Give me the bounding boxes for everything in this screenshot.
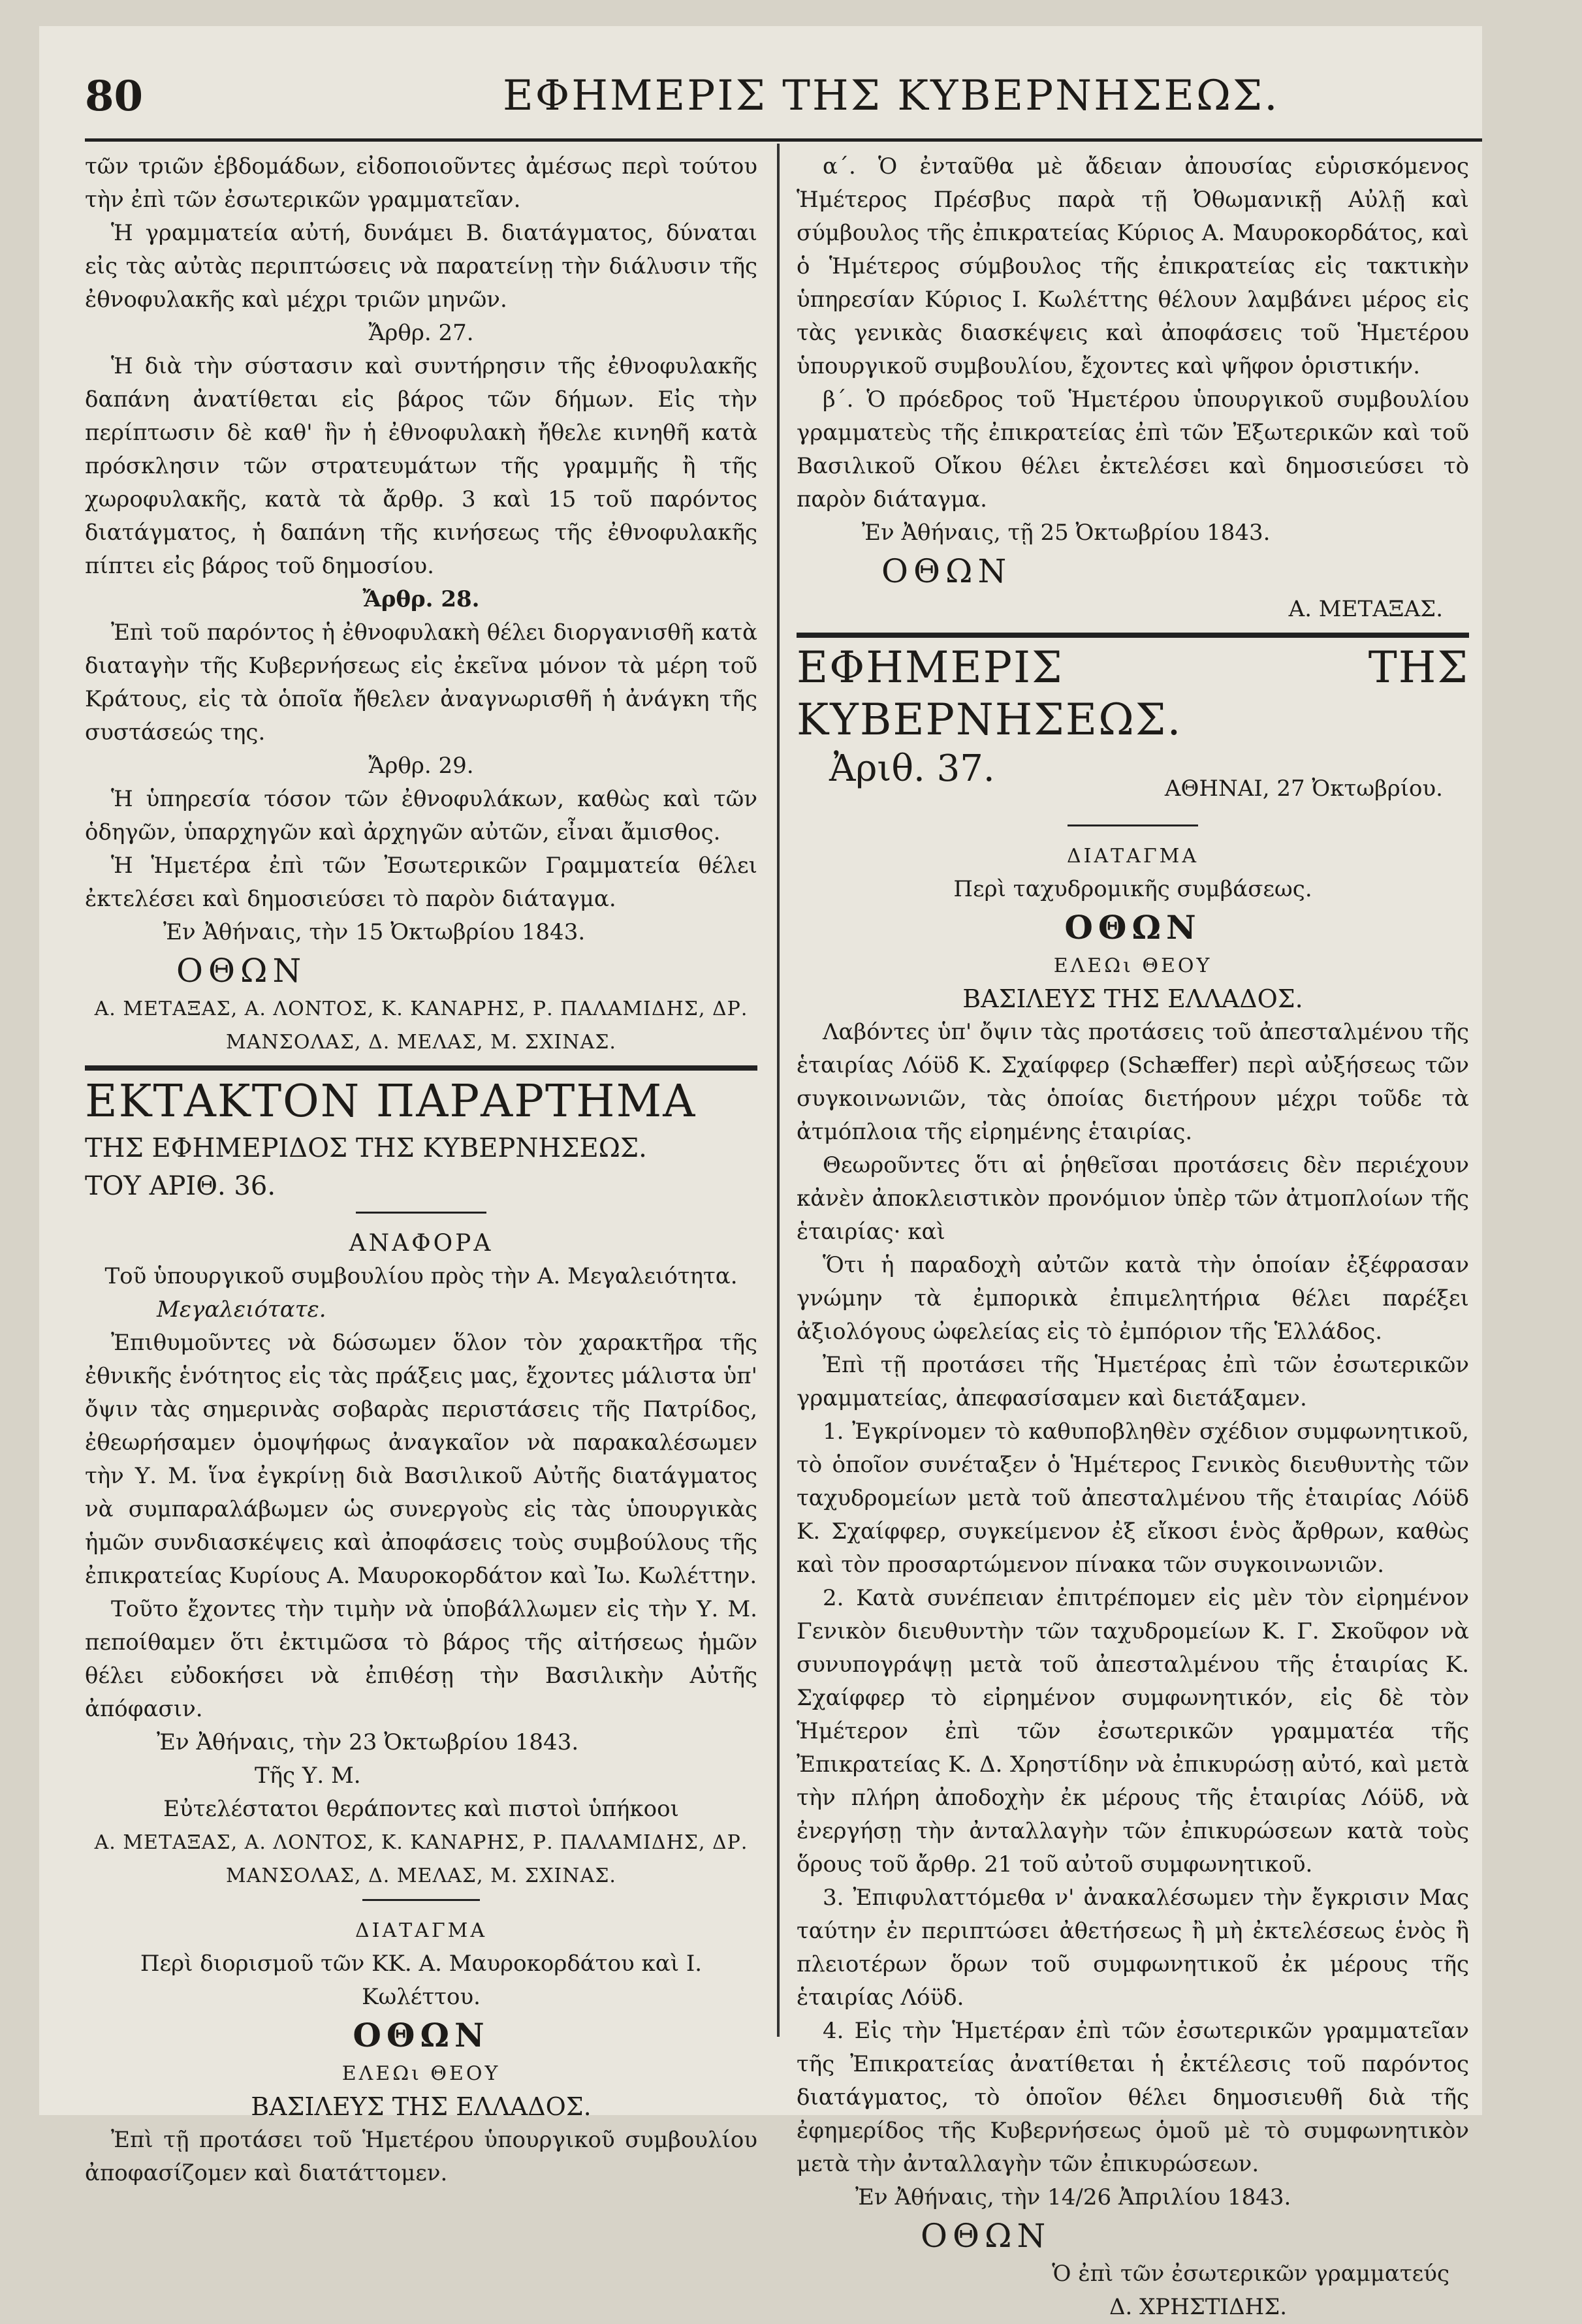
signer-title: Ὁ ἐπὶ τῶν ἐσωτερικῶν γραμματεύς xyxy=(1052,2261,1449,2287)
paragraph: 4. Εἰς τὴν Ἡμετέραν ἐπὶ τῶν ἐσωτερικῶν γραμματεῖαν τῆς Ἐπικρατείας ἀνατίθεται ἡ ἐκτέλεσις τοῦ παρόντος διατάγματος, τὸ ὁποῖον θέλει δημοσιευθῆ διὰ τῆς ἐφημερίδος τῆς Κυβερνήσεως ὁμοῦ μὲ τὸ συμφωνητικὸν μετὰ τὴν ἀνταλλαγὴν τῶν ἐπικυρώσεων. xyxy=(797,2018,1469,2177)
paragraph: 2. Κατὰ συνέπειαν ἐπιτρέπομεν εἰς μὲν τὸν εἰρημένον Γενικὸν διευθυντὴν τῶν ταχυδρομείων Κ. Γ. Σκοῦφον νὰ συνυπογράψῃ μετὰ τοῦ ἀπεσταλμένου τῆς ἑταιρίας Κ. Σχαίφφερ τὸ εἰρημένον συμφωνητικόν, εἰς δὲ τὸν Ἡμέτερον ἐπὶ τῶν ἐσωτερικῶν γραμματέα τῆς Ἐπικρατείας Κ. Δ. Χρηστίδην νὰ ἐπικυρώσῃ αὐτό, καὶ μετὰ τὴν πλήρη ἀποδοχὴν ἐκ μέρους τῆς ἑταιρίας Λόϋδ, νὰ ἐνεργήσῃ τὴν ἀνταλλαγὴν τῶν ἐπικυρώσεων κατὰ τοὺς ὅρους τοῦ ἄρθρ. 21 τοῦ αὐτοῦ συμφωνητικοῦ. xyxy=(797,1585,1469,1877)
paragraph: Ἐπὶ τῇ προτάσει τῆς Ἡμετέρας ἐπὶ τῶν ἐσωτερικῶν γραμματείας, ἀπεφασίσαμεν καὶ διετάξαμεν. xyxy=(797,1352,1469,1411)
place-date: ΑΘΗΝΑΙ, 27 Ὀκτωβρίου. xyxy=(1164,776,1443,802)
article-heading: Ἄρθρ. 28. xyxy=(362,586,480,612)
paragraph: Θεωροῦντες ὅτι αἱ ῥηθεῖσαι προτάσεις δὲν περιέχουν κἀνὲν ἀποκλειστικὸν προνόμιον ὑπὲρ τῶν ἀτμοπλοίων τῆς ἑταιρίας· καὶ xyxy=(797,1152,1469,1245)
countersignature: Α. ΜΕΤΑΞΑΣ. xyxy=(1288,596,1443,622)
newspaper-page xyxy=(39,26,1482,2320)
page-number: 80 xyxy=(85,72,144,121)
paragraph: Ἡ Ἡμετέρα ἐπὶ τῶν Ἐσωτερικῶν Γραμματεία θέλει ἐκτελέσει καὶ δημοσιεύσει τὸ παρὸν διάταγμα. xyxy=(85,853,757,912)
article-heading: Ἄρθρ. 27. xyxy=(368,320,474,346)
grace-of-god: ΕΛΕΩι ΘΕΟΥ xyxy=(1053,954,1212,977)
decree-heading: ΔΙΑΤΑΓΜΑ xyxy=(1066,845,1199,868)
short-rule xyxy=(356,1212,486,1214)
signature-othon: ΟΘΩΝ xyxy=(176,952,307,990)
running-title: ΕΦΗΜΕΡΙΣ ΤΗΣ ΚΥΒΕΡΝΗΣΕΩΣ. xyxy=(503,72,1280,120)
paragraph: 3. Ἐπιφυλαττόμεθα ν' ἀνακαλέσωμεν τὴν ἔγκρισιν Μας ταύτην ἐν περιπτώσει ἀθετήσεως ἢ μὴ ἐκτελέσεως ἑνὸς ἢ πλειοτέρων ὅρων τοῦ συμφωνητικοῦ ἐκ μέρους τῆς ἑταιρίας Λόϋδ. xyxy=(797,1885,1469,2011)
signatories: Α. ΜΕΤΑΞΑΣ, Α. ΛΟΝΤΟΣ, Κ. ΚΑΝΑΡΗΣ, Ρ. ΠΑΛΑΜΙΔΗΣ, ΔΡ. ΜΑΝΣΟΛΑΣ, Δ. ΜΕΛΑΣ, Μ. ΣΧΙΝΑΣ. xyxy=(94,997,748,1054)
short-rule xyxy=(1068,824,1198,826)
issue-line xyxy=(797,746,1469,805)
signer-name: Δ. ΧΡΗΣΤΙΔΗΣ. xyxy=(1109,2294,1288,2320)
supplement-title: ΕΚΤΑΚΤΟΝ ΠΑΡΑΡΤΗΜΑ xyxy=(85,1076,697,1127)
paragraph: Λαβόντες ὑπ' ὄψιν τὰς προτάσεις τοῦ ἀπεσταλμένου τῆς ἑταιρίας Λόϋδ Κ. Σχαίφφερ (Schæffer) περὶ αὐξήσεως τῶν συγκοινωνιῶν, τὰς ὁποίας διετήρουν μέχρι τοῦδε τὰ ἀτμόπλοια τῆς εἰρημένης ἑταιρίας. xyxy=(797,1019,1469,1145)
left-column xyxy=(85,150,757,2190)
paragraph: Ἡ γραμματεία αὐτή, δυνάμει Β. διατάγματος, δύναται εἰς τὰς αὐτὰς περιπτώσεις νὰ παρατείνῃ τὴν διάλυσιν τῆς ἐθνοφυλακῆς καὶ μέχρι τριῶν μηνῶν. xyxy=(85,220,757,313)
report-closing: Τῆς Υ. Μ. xyxy=(255,1763,361,1789)
decree-subheading: Περὶ διορισμοῦ τῶν ΚΚ. Α. Μαυροκορδάτου καὶ Ι. Κωλέττου. xyxy=(140,1951,703,2010)
section-rule xyxy=(85,1065,757,1071)
right-column xyxy=(797,150,1469,2324)
report-heading: ΑΝΑΦΟΡΑ xyxy=(349,1230,494,1257)
paragraph: Ὅτι ἡ παραδοχὴ αὐτῶν κατὰ τὴν ὁποίαν ἐξέφρασαν γνώμην τὰ ἐμπορικὰ ἐπιμελητήρια θέλει παρέξει ἀξιολόγους ὠφελείας εἰς τὸ ἐμπόριον τῆς Ἑλλάδος. xyxy=(797,1252,1469,1345)
short-rule xyxy=(362,1899,480,1901)
paragraph: Ἡ ὑπηρεσία τόσον τῶν ἐθνοφυλάκων, καθὼς καὶ τῶν ὁδηγῶν, ὑπαρχηγῶν καὶ ἀρχηγῶν αὐτῶν, εἶναι ἄμισθος. xyxy=(85,786,757,845)
section-rule xyxy=(797,633,1469,638)
column-divider xyxy=(777,144,780,2037)
paragraph: Ἐπὶ τῇ προτάσει τοῦ Ἡμετέρου ὑπουργικοῦ συμβουλίου ἀποφασίζομεν καὶ διατάττομεν. xyxy=(85,2127,757,2186)
signatories: Α. ΜΕΤΑΞΑΣ, Α. ΛΟΝΤΟΣ, Κ. ΚΑΝΑΡΗΣ, Ρ. ΠΑΛΑΜΙΔΗΣ, ΔΡ. ΜΑΝΣΟΛΑΣ, Δ. ΜΕΛΑΣ, Μ. ΣΧΙΝΑΣ. xyxy=(94,1831,748,1887)
report-subheading: Τοῦ ὑπουργικοῦ συμβουλίου πρὸς τὴν Α. Μεγαλειότητα. xyxy=(104,1263,738,1289)
paragraph: β΄. Ὁ πρόεδρος τοῦ Ἡμετέρου ὑπουργικοῦ συμβουλίου γραμματεὺς τῆς ἐπικρατείας ἐπὶ τῶν Ἐξωτερικῶν καὶ τοῦ Βασιλικοῦ Οἴκου θέλει ἐκτελέσει καὶ δημοσιεύσει τὸ παρὸν διάταγμα. xyxy=(797,386,1469,512)
paragraph: Ἐπὶ τοῦ παρόντος ἡ ἐθνοφυλακὴ θέλει διοργανισθῆ κατὰ διαταγὴν τῆς Κυβερνήσεως εἰς ἐκεῖνα μόνον τὰ μέρη τοῦ Κράτους, εἰς τὰ ὁποῖα ἤθελεν ἀναγνωρισθῆ ἡ ἀνάγκη τῆς συστάσεώς της. xyxy=(85,620,757,746)
decree-date: Ἐν Ἀθήναις, τῇ 25 Ὀκτωβρίου 1843. xyxy=(862,520,1271,546)
gazette-masthead: ΕΦΗΜΕΡΙΣ ΤΗΣ ΚΥΒΕΡΝΗΣΕΩΣ. xyxy=(797,642,1469,745)
king-name: ΟΘΩΝ xyxy=(1064,908,1201,947)
paragraph: τῶν τριῶν ἑβδομάδων, εἰδοποιοῦντες ἀμέσως περὶ τούτου τὴν ἐπὶ τῶν ἐσωτερικῶν γραμματεῖαν. xyxy=(85,153,757,213)
report-date: Ἐν Ἀθήναις, τὴν 23 Ὀκτωβρίου 1843. xyxy=(157,1729,579,1755)
page-header xyxy=(85,72,1482,144)
grace-of-god: ΕΛΕΩι ΘΕΟΥ xyxy=(341,2062,501,2085)
paragraph: Ἐπιθυμοῦντες νὰ δώσωμεν ὅλον τὸν χαρακτῆρα τῆς ἐθνικῆς ἑνότητος εἰς τὰς πράξεις μας, ἔχοντες μάλιστα ὑπ' ὄψιν τὰς σημερινὰς σοβαρὰς περιστάσεις τῆς Πατρίδος, ἐθεωρήσαμεν ὁμοψήφως ἀναγκαῖον νὰ παρακαλέσωμεν τὴν Υ. Μ. ἵνα ἐγκρίνῃ διὰ Βασιλικοῦ Αὐτῆς διατάγματος νὰ συμπαραλάβωμεν ὡς συνεργοὺς εἰς τὰς ὑπουργικὰς ἡμῶν συνδιασκέψεις καὶ ἀποφάσεις τοὺς συμβούλους τῆς ἐπικρατείας Κυρίους Α. Μαυροκορδάτον καὶ Ἰω. Κωλέττην. xyxy=(85,1330,757,1589)
signature-othon: ΟΘΩΝ xyxy=(881,552,1012,590)
signature-othon: ΟΘΩΝ xyxy=(921,2217,1051,2255)
king-name: ΟΘΩΝ xyxy=(353,2016,490,2054)
king-title: ΒΑΣΙΛΕΥΣ ΤΗΣ ΕΛΛΑΔΟΣ. xyxy=(251,2092,592,2121)
paragraph: Ἡ διὰ τὴν σύστασιν καὶ συντήρησιν τῆς ἐθνοφυλακῆς δαπάνη ἀνατίθεται εἰς βάρος τῶν δήμων. Εἰς τὴν περίπτωσιν δὲ καθ' ἣν ἡ ἐθνοφυλακὴ ἤθελε κινηθῆ κατὰ πρόσκλησιν τῶν στρατευμάτων τῆς γραμμῆς ἢ τῆς χωροφυλακῆς, κατὰ τὰ ἄρθρ. 3 καὶ 15 τοῦ παρόντος διατάγματος, ἡ δαπάνη τῆς κινήσεως τῆς ἐθνοφυλακῆς πίπτει εἰς βάρος τοῦ δημοσίου. xyxy=(85,353,757,579)
paragraph: α΄. Ὁ ἐνταῦθα μὲ ἄδειαν ἀπουσίας εὑρισκόμενος Ἡμέτερος Πρέσβυς παρὰ τῇ Ὀθωμανικῇ Αὐλῇ καὶ σύμβουλος τῆς ἐπικρατείας Κύριος Α. Μαυροκορδάτος, καὶ ὁ Ἡμέτερος σύμβουλος τῆς ἐπικρατείας εἰς τακτικὴν ὑπηρεσίαν Κύριος Ι. Κωλέττης θέλουν λαμβάνει μέρος εἰς τὰς γενικὰς διασκέψεις καὶ ἀποφάσεις τοῦ Ἡμετέρου ὑπουργικοῦ συμβουλίου, ἔχοντες καὶ ψῆφον ὁριστικήν. xyxy=(797,153,1469,379)
supplement-number: ΤΟΥ ΑΡΙΘ. 36. xyxy=(85,1171,276,1201)
paragraph: Τοῦτο ἔχοντες τὴν τιμὴν νὰ ὑποβάλλωμεν εἰς τὴν Υ. Μ. πεποίθαμεν ὅτι ἐκτιμῶσα τὸ βάρος τῆς αἰτήσεως ἡμῶν θέλει εὐδοκήσει νὰ ἐπιθέσῃ τὴν Βασιλικὴν Αὐτῆς ἀπόφασιν. xyxy=(85,1596,757,1722)
article-heading: Ἄρθρ. 29. xyxy=(368,753,474,779)
decree-subheading: Περὶ ταχυδρομικῆς συμβάσεως. xyxy=(953,876,1312,902)
supplement-subtitle: ΤΗΣ ΕΦΗΜΕΡΙΔΟΣ ΤΗΣ ΚΥΒΕΡΝΗΣΕΩΣ. xyxy=(85,1133,647,1163)
paragraph: 1. Ἐγκρίνομεν τὸ καθυποβληθὲν σχέδιον συμφωνητικοῦ, τὸ ὁποῖον συνέταξεν ὁ Ἡμέτερος Γενικὸς διευθυντὴς τῶν ταχυδρομείων μετὰ τοῦ ἀπεσταλμένου τῆς ἑταιρίας Λόϋδ Κ. Σχαίφφερ, συγκείμενον ἐξ εἴκοσι ἑνὸς ἄρθρων, καθὼς καὶ τὸν προσαρτώμενον πίνακα τῶν συγκοινωνιῶν. xyxy=(797,1419,1469,1578)
header-rule xyxy=(85,138,1482,142)
issue-number: Ἀριθ. 37. xyxy=(829,747,995,790)
decree-date: Ἐν Ἀθήναις, τὴν 15 Ὀκτωβρίου 1843. xyxy=(163,919,586,945)
decree-date: Ἐν Ἀθήναις, τὴν 14/26 Ἀπριλίου 1843. xyxy=(855,2184,1291,2210)
salutation: Μεγαλειότατε. xyxy=(157,1296,326,1323)
report-closing-formula: Εὐτελέστατοι θεράποντες καὶ πιστοὶ ὑπήκοοι xyxy=(163,1796,679,1822)
king-title: ΒΑΣΙΛΕΥΣ ΤΗΣ ΕΛΛΑΔΟΣ. xyxy=(962,984,1303,1013)
decree-heading: ΔΙΑΤΑΓΜΑ xyxy=(355,1919,488,1942)
